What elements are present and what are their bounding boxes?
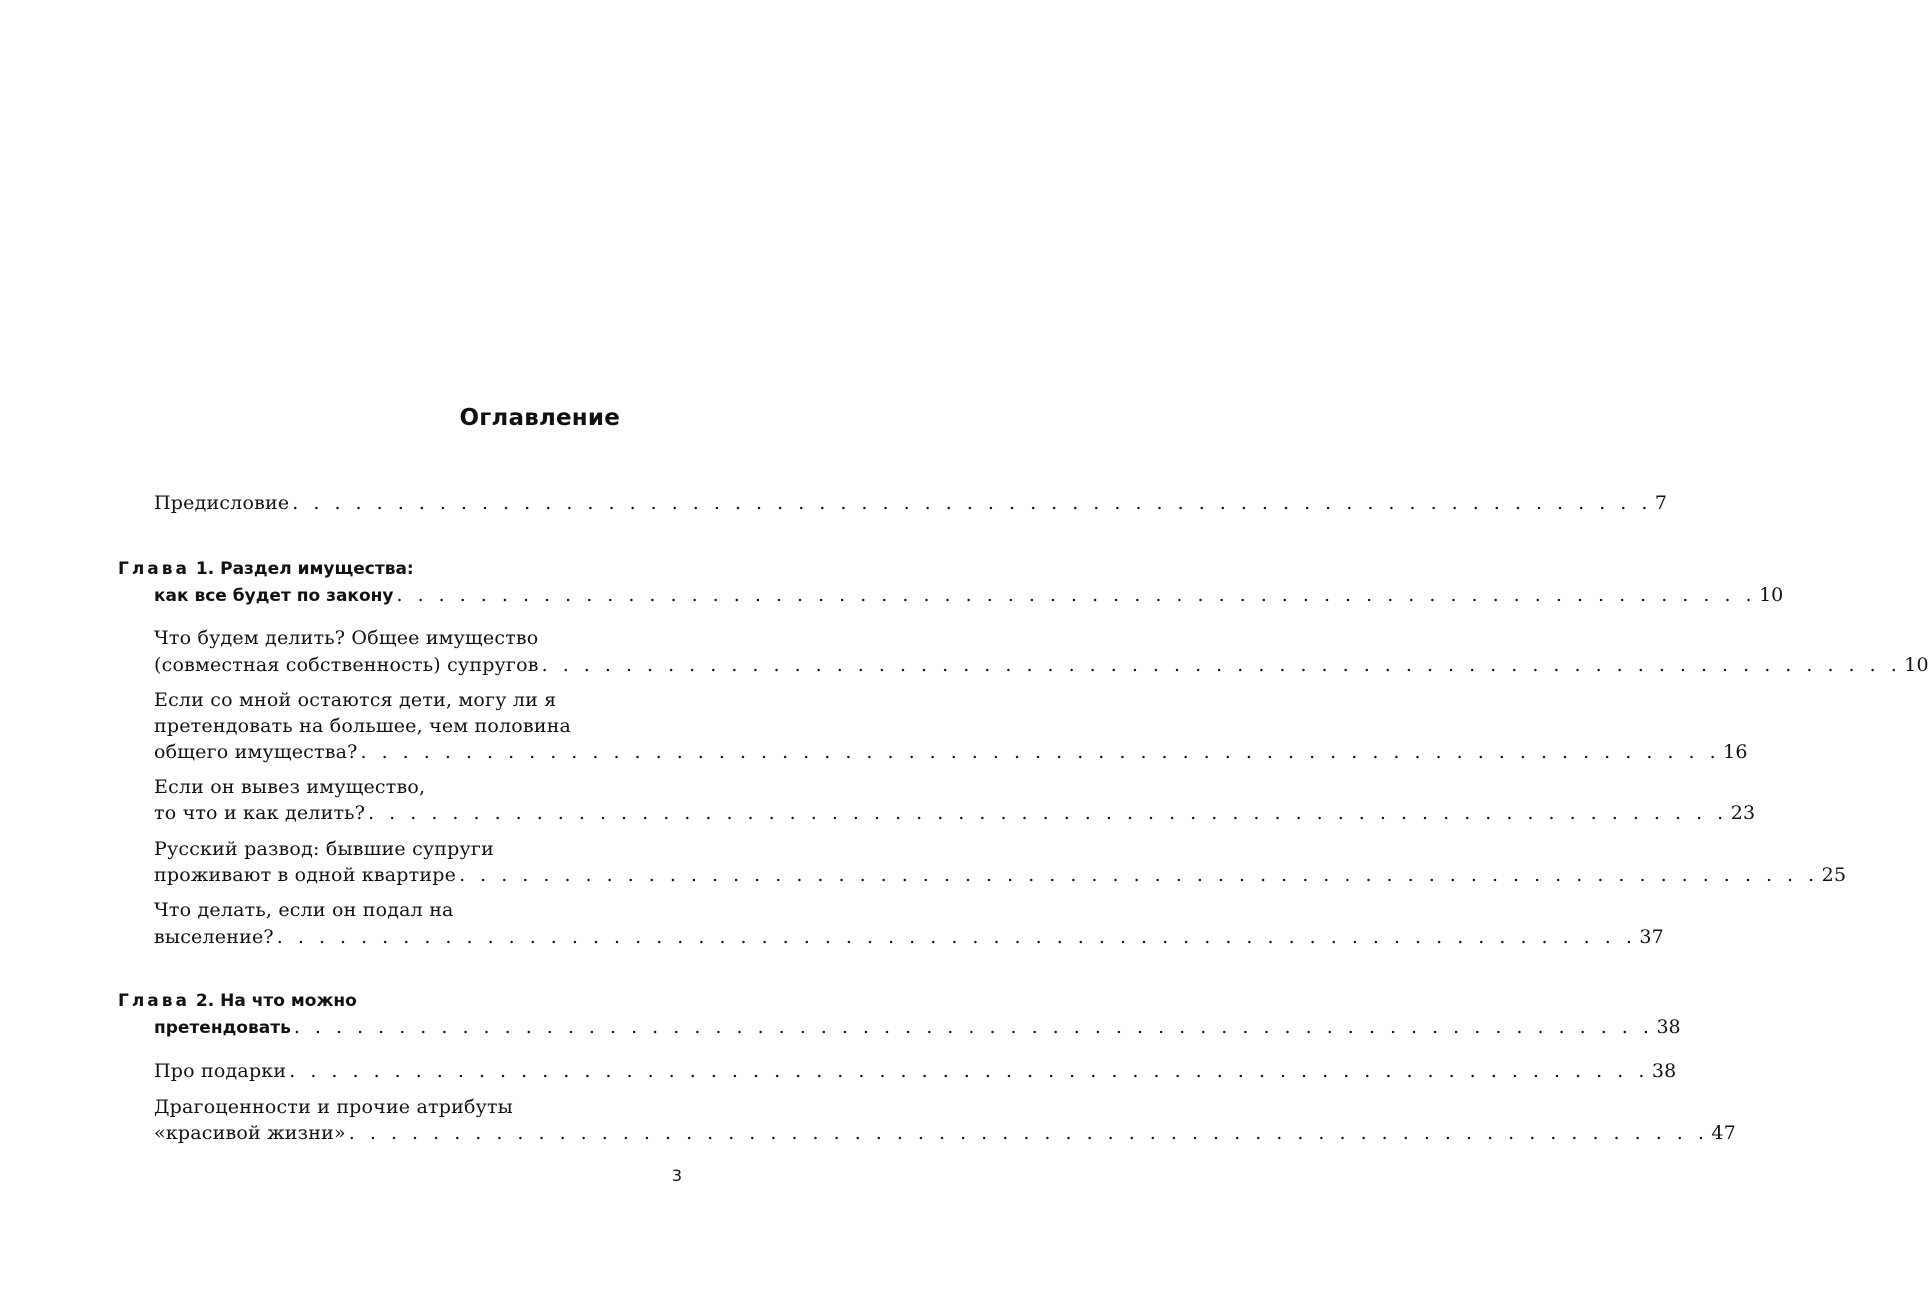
- toc-entry[interactable]: [154, 798, 1756, 828]
- dot-leader: . . . . . . . . . . . . . . . . . . . . . . . . . . . . . . . . . . . . . . . . . . . . . . . . . . . . . . . . . . . . . . . . .: [292, 492, 1652, 514]
- toc-entry[interactable]: [154, 1056, 1677, 1086]
- toc-entry-title: Предисловие: [154, 492, 290, 514]
- toc-entry-page: 38: [1656, 1016, 1681, 1038]
- toc-entry-page: 10: [1759, 584, 1784, 606]
- toc-entry-title: проживают в одной квартире: [154, 864, 457, 886]
- toc-entry-line[interactable]: Что делать, если он подал на: [154, 899, 454, 921]
- dot-leader: . . . . . . . . . . . . . . . . . . . . . . . . . . . . . . . . . . . . . . . . . . . . . . . . . . . . . . . . . . . . . . . . .: [360, 741, 1721, 763]
- chapter-title-cont: как все будет по закону: [154, 586, 394, 606]
- toc-entry-title: «красивой жизни»: [154, 1122, 346, 1144]
- toc-entry[interactable]: [154, 922, 1664, 952]
- toc-entry-page: 38: [1651, 1060, 1677, 1082]
- dot-leader: . . . . . . . . . . . . . . . . . . . . . . . . . . . . . . . . . . . . . . . . . . . . . . . . . . . . . . . . . . . . . . . . .: [293, 1016, 1654, 1038]
- page-number: 3: [671, 1166, 682, 1185]
- dot-leader: . . . . . . . . . . . . . . . . . . . . . . . . . . . . . . . . . . . . . . . . . . . . . . . . . . . . . . . . . . . . . . . . .: [289, 1060, 1649, 1082]
- toc-entry[interactable]: [154, 737, 1748, 767]
- dot-leader: . . . . . . . . . . . . . . . . . . . . . . . . . . . . . . . . . . . . . . . . . . . . . . . . . . . . . . . . . . . . . . . . .: [541, 654, 1902, 676]
- toc-chapter-2-entry[interactable]: [154, 1012, 1681, 1042]
- page-title: Оглавление: [459, 405, 620, 431]
- toc-entry[interactable]: [154, 650, 1929, 680]
- chapter-label: Глава: [118, 559, 190, 579]
- chapter-title-cont: претендовать: [154, 1018, 291, 1038]
- toc-entry-title: (совместная собственность) супругов: [154, 654, 539, 676]
- toc-entry-title: общего имущества?: [154, 741, 358, 763]
- toc-entry-preface[interactable]: [154, 488, 1668, 518]
- toc-entry-line[interactable]: Драгоценности и прочие атрибуты: [154, 1096, 514, 1118]
- dot-leader: . . . . . . . . . . . . . . . . . . . . . . . . . . . . . . . . . . . . . . . . . . . . . . . . . . . . . . . . . . . . . . . . .: [396, 584, 1757, 606]
- toc-entry-title: Про подарки: [154, 1060, 287, 1082]
- toc-entry-page: 10: [1904, 654, 1929, 676]
- toc-entry-page: 37: [1639, 926, 1664, 948]
- toc-entry-page: 23: [1730, 802, 1756, 824]
- toc-entry-line[interactable]: Что будем делить? Общее имущество: [154, 627, 539, 649]
- toc-chapter-1-entry[interactable]: [154, 580, 1784, 610]
- dot-leader: . . . . . . . . . . . . . . . . . . . . . . . . . . . . . . . . . . . . . . . . . . . . . . . . . . . . . . . . . . . . . . . . .: [348, 1122, 1709, 1144]
- dot-leader: . . . . . . . . . . . . . . . . . . . . . . . . . . . . . . . . . . . . . . . . . . . . . . . . . . . . . . . . . . . . . . . . .: [276, 926, 1637, 948]
- dot-leader: . . . . . . . . . . . . . . . . . . . . . . . . . . . . . . . . . . . . . . . . . . . . . . . . . . . . . . . . . . . . . . . . .: [368, 802, 1728, 824]
- toc-entry[interactable]: [154, 860, 1847, 890]
- toc-entry-page: 7: [1654, 492, 1668, 514]
- toc-entry-page: 25: [1821, 864, 1847, 886]
- toc-entry-page: 16: [1723, 741, 1748, 763]
- toc-entry-title: выселение?: [154, 926, 274, 948]
- chapter-title: 1. Раздел имущества:: [195, 559, 414, 579]
- toc-entry-line[interactable]: Русский развод: бывшие супруги: [154, 838, 494, 860]
- toc-entry-line[interactable]: Если со мной остаются дети, могу ли я: [154, 689, 557, 711]
- dot-leader: . . . . . . . . . . . . . . . . . . . . . . . . . . . . . . . . . . . . . . . . . . . . . . . . . . . . . . . . . . . . . . . . .: [459, 864, 1819, 886]
- chapter-label: Глава: [118, 991, 190, 1011]
- toc-entry-line[interactable]: претендовать на большее, чем половина: [154, 715, 572, 737]
- toc-entry-title: то что и как делить?: [154, 802, 366, 824]
- toc-entry-page: 47: [1711, 1122, 1736, 1144]
- toc-entry-line[interactable]: Если он вывез имущество,: [154, 776, 426, 798]
- chapter-title: 2. На что можно: [195, 991, 357, 1011]
- toc-entry[interactable]: [154, 1118, 1736, 1148]
